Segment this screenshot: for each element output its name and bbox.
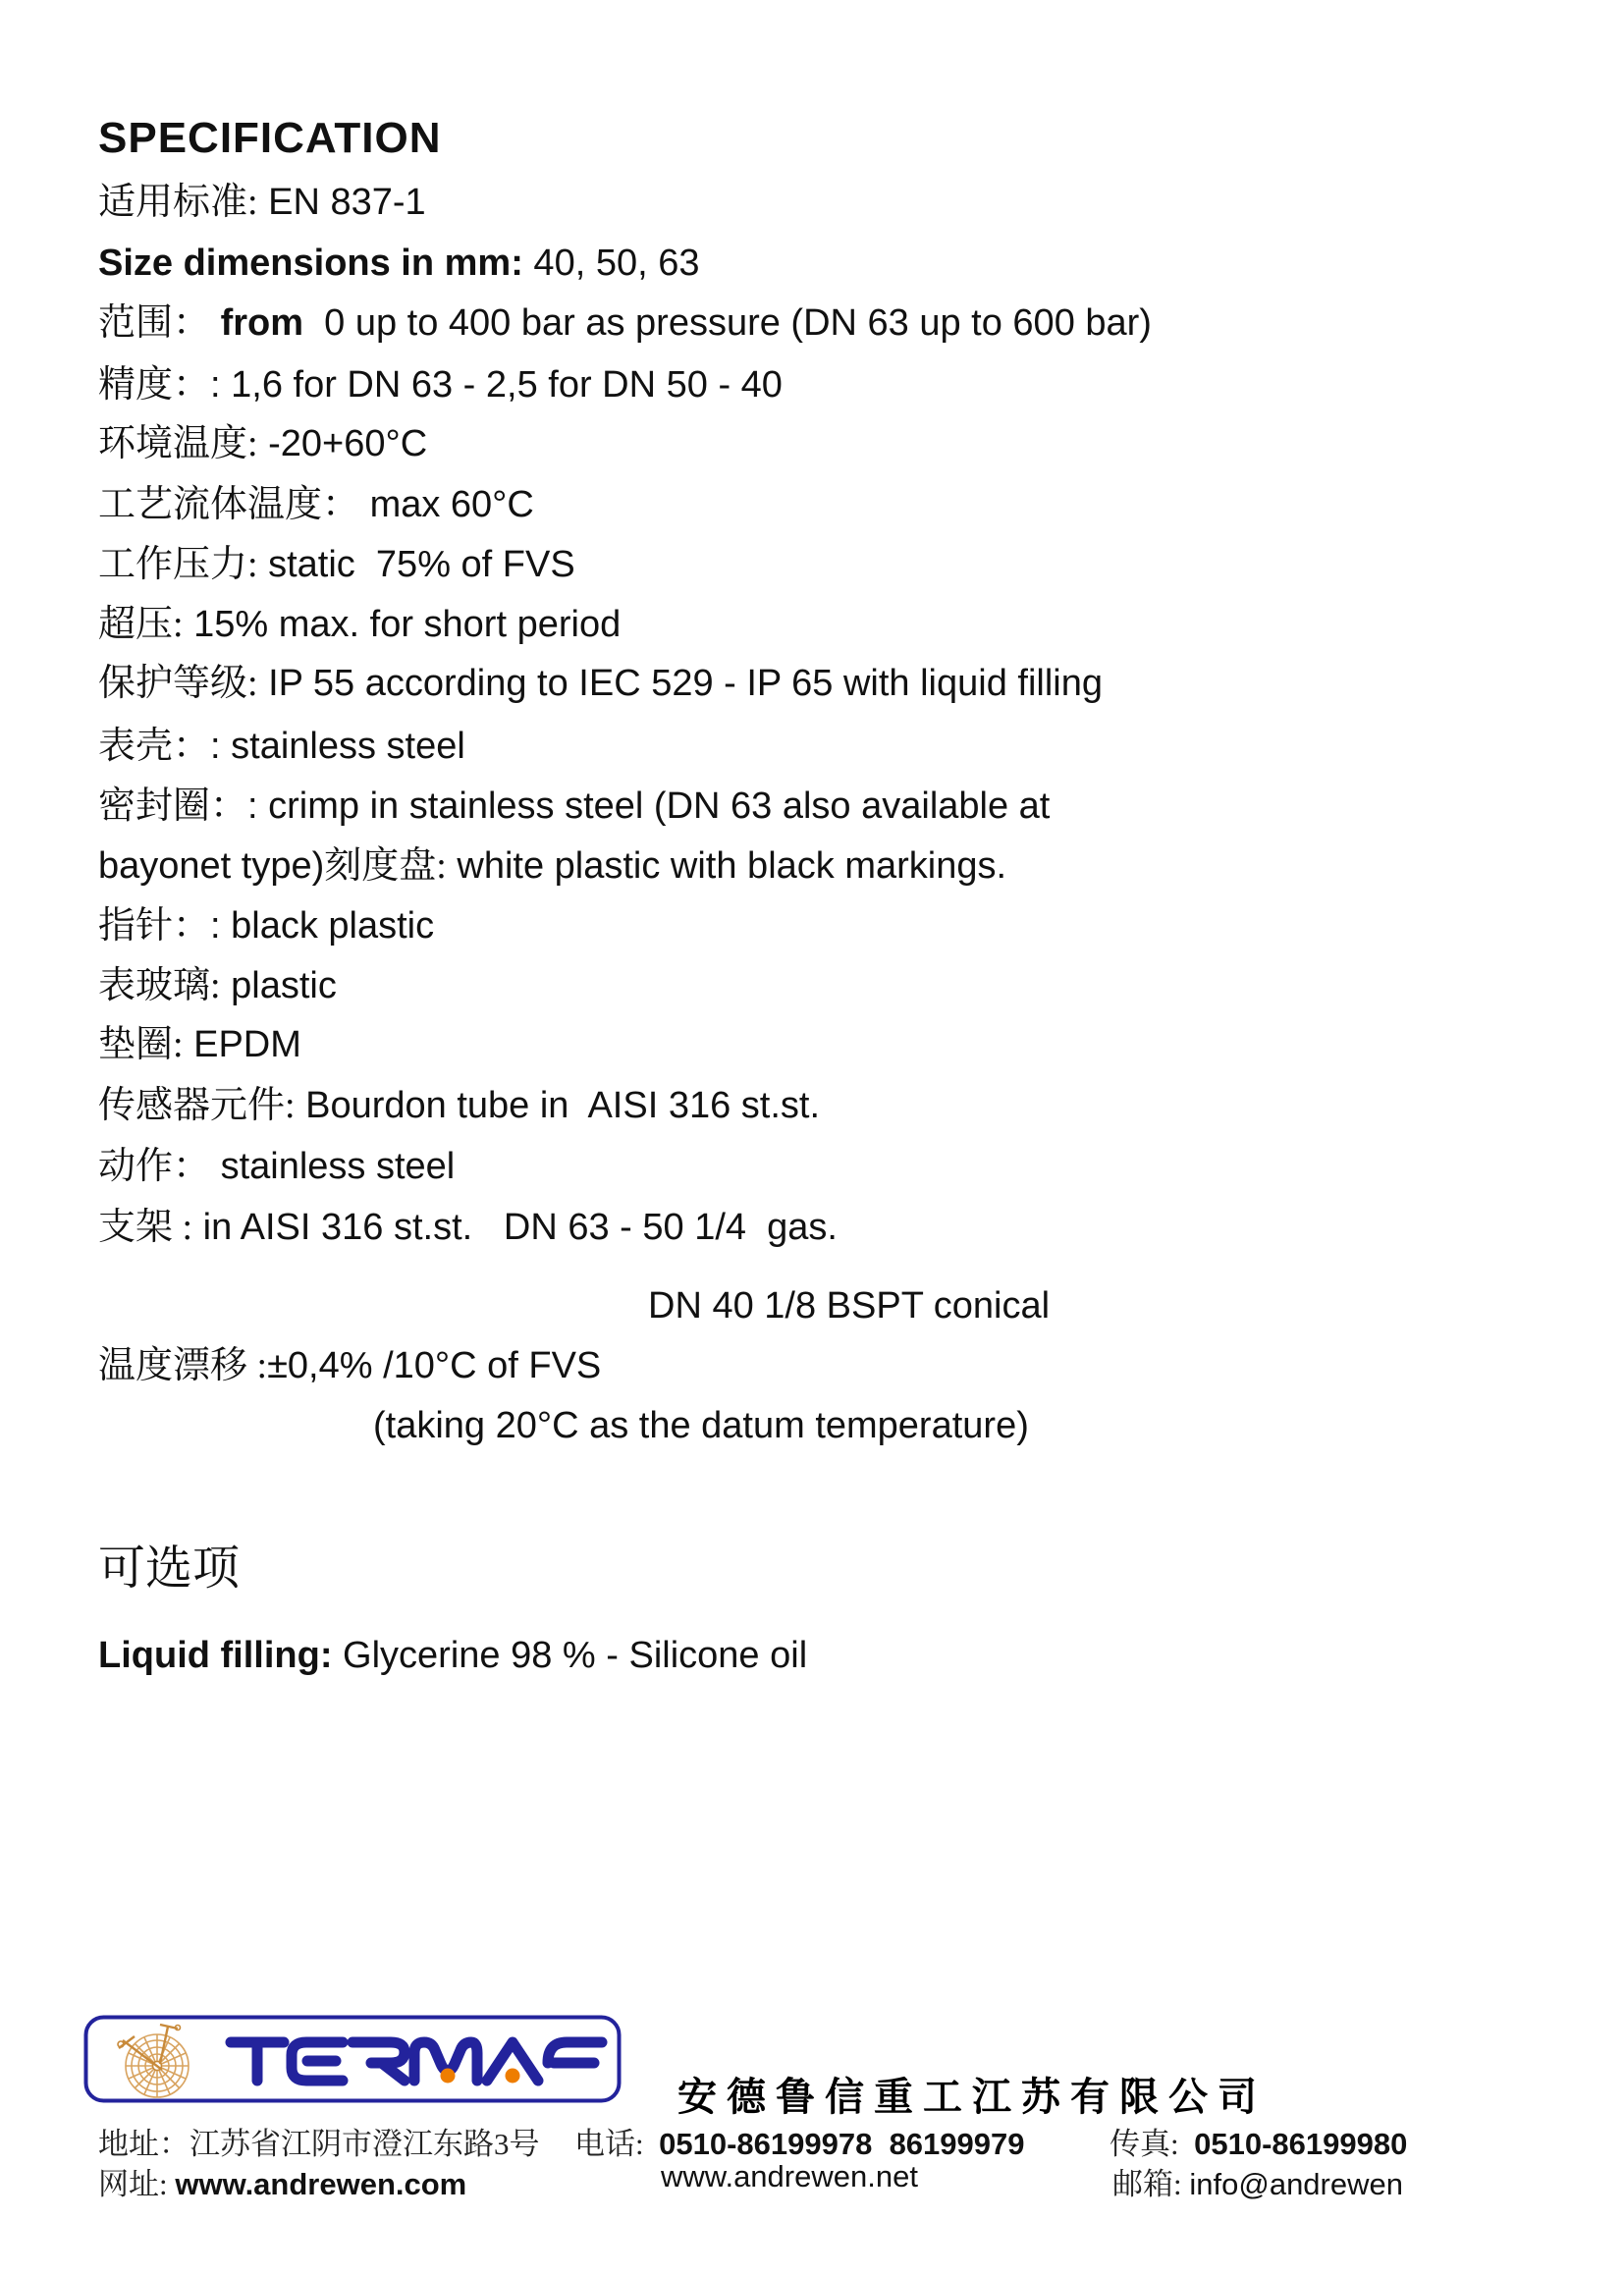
spec-line	[98, 485, 534, 526]
orange-dot-a	[506, 2069, 520, 2084]
text-segment: white plastic with black markings.	[446, 845, 1007, 887]
text-segment: -20+60°C	[257, 423, 428, 464]
options-heading	[98, 1543, 240, 1596]
text-segment: 保护等级:	[98, 663, 258, 704]
text-segment: 工艺流体温度：	[98, 484, 360, 525]
spec-line	[98, 664, 1103, 705]
text-segment: : stainless steel	[210, 726, 465, 767]
spec-line	[98, 183, 426, 224]
text-segment: Liquid filling:	[98, 1635, 333, 1676]
contact-value: 0510-86199978 86199979	[659, 2127, 1025, 2161]
company-name: 安德鲁信重工江苏有限公司	[677, 2076, 1267, 2119]
contact-item	[98, 2159, 466, 2203]
contact-value: www.andrewen.com	[175, 2167, 467, 2201]
text-segment: 15% max. for short period	[183, 604, 622, 645]
spec-line	[373, 1406, 1029, 1447]
text-segment: 适用标准:	[98, 182, 258, 223]
spec-line	[98, 244, 699, 285]
spec-line	[98, 1208, 838, 1249]
spec-line	[98, 545, 575, 586]
spec-line	[98, 1086, 820, 1127]
contact-label: 地址：	[98, 2127, 189, 2161]
text-segment: 刻度盘:	[324, 845, 447, 887]
text-segment: : 1,6 for DN 63 - 2,5 for DN 50 - 40	[210, 364, 783, 406]
contact-label: 邮箱:	[1112, 2167, 1190, 2201]
contact-value: 0510-86199980	[1194, 2127, 1408, 2161]
liquid-filling-line	[98, 1636, 807, 1677]
text-segment: : crimp in stainless steel (DN 63 also available at	[247, 785, 1051, 827]
text-segment: : black plastic	[210, 905, 435, 947]
text-segment: 可选项	[98, 1543, 241, 1595]
text-segment: 垫圈:	[98, 1024, 184, 1065]
contact-item	[98, 2119, 540, 2163]
text-segment: 表壳：	[98, 726, 211, 767]
spec-line	[98, 605, 621, 646]
text-segment: 0 up to 400 bar as pressure (DN 63 up to 600 bar)	[303, 302, 1152, 344]
text-segment: 超压:	[98, 604, 184, 645]
text-segment: Bourdon tube in AISI 316 st.st.	[295, 1085, 821, 1126]
text-segment: Size dimensions in mm:	[98, 243, 523, 284]
text-segment: 传感器元件:	[98, 1085, 296, 1126]
text-segment: 动作：	[98, 1146, 211, 1187]
spec-line	[98, 303, 1152, 345]
text-segment: 工作压力:	[98, 544, 258, 585]
text-segment: bayonet type)	[98, 845, 325, 887]
logo-graphic	[83, 2015, 622, 2103]
text-segment: 表玻璃:	[98, 965, 221, 1006]
text-segment: 密封圈：	[98, 785, 248, 827]
contact-item	[1112, 2159, 1403, 2203]
text-segment: ±0,4% /10°C of FVS	[267, 1345, 602, 1386]
spec-line	[98, 365, 783, 406]
contact-item	[1110, 2119, 1407, 2163]
contact-value: www.andrewen.net	[661, 2159, 918, 2193]
text-segment: 精度：	[98, 364, 211, 406]
contact-item	[574, 2119, 1025, 2163]
spec-line	[98, 1147, 455, 1188]
text-segment: in AISI 316 st.st. DN 63 - 50 1/4 gas.	[192, 1207, 838, 1248]
text-segment: 范围：	[98, 302, 211, 344]
text-segment: 环境温度:	[98, 423, 258, 464]
spec-line	[648, 1286, 1050, 1327]
contact-item	[661, 2159, 918, 2194]
spec-line	[98, 1025, 301, 1066]
contact-label: 传真:	[1110, 2127, 1195, 2161]
text-segment: plastic	[220, 965, 337, 1006]
text-segment: 温度漂移 :	[98, 1345, 268, 1386]
contact-label: 电话:	[574, 2127, 660, 2161]
text-segment: (taking 20°C as the datum temperature)	[373, 1405, 1029, 1446]
text-segment: DN 40 1/8 BSPT conical	[648, 1285, 1051, 1326]
contact-value: 江苏省江阴市澄江东路3号	[189, 2127, 540, 2161]
spec-line	[98, 966, 337, 1007]
page-title: SPECIFICATION	[98, 114, 442, 162]
contact-label: 网址:	[98, 2167, 176, 2201]
text-segment: IP 55 according to IEC 529 - IP 65 with liquid filling	[257, 663, 1103, 704]
text-segment: EPDM	[183, 1024, 301, 1065]
contact-value: info@andrewen	[1189, 2167, 1403, 2201]
text-segment: EN 837-1	[257, 182, 426, 223]
text-segment: static 75% of FVS	[257, 544, 575, 585]
text-segment: 40, 50, 63	[522, 243, 700, 284]
text-segment: 指针：	[98, 905, 211, 947]
spec-line	[98, 786, 1050, 828]
text-segment: stainless steel	[210, 1146, 456, 1187]
spec-line	[98, 1346, 601, 1387]
text-segment: Glycerine 98 % - Silicone oil	[332, 1635, 808, 1676]
text-segment: from	[210, 302, 304, 344]
orange-dot-m	[441, 2069, 456, 2084]
text-segment: 支架 :	[98, 1207, 193, 1248]
spec-line	[98, 727, 465, 768]
spec-line	[98, 906, 434, 948]
text-segment: max 60°C	[359, 484, 534, 525]
spec-line	[98, 846, 1006, 888]
termaf-logo	[83, 2015, 622, 2103]
spec-line	[98, 424, 427, 465]
